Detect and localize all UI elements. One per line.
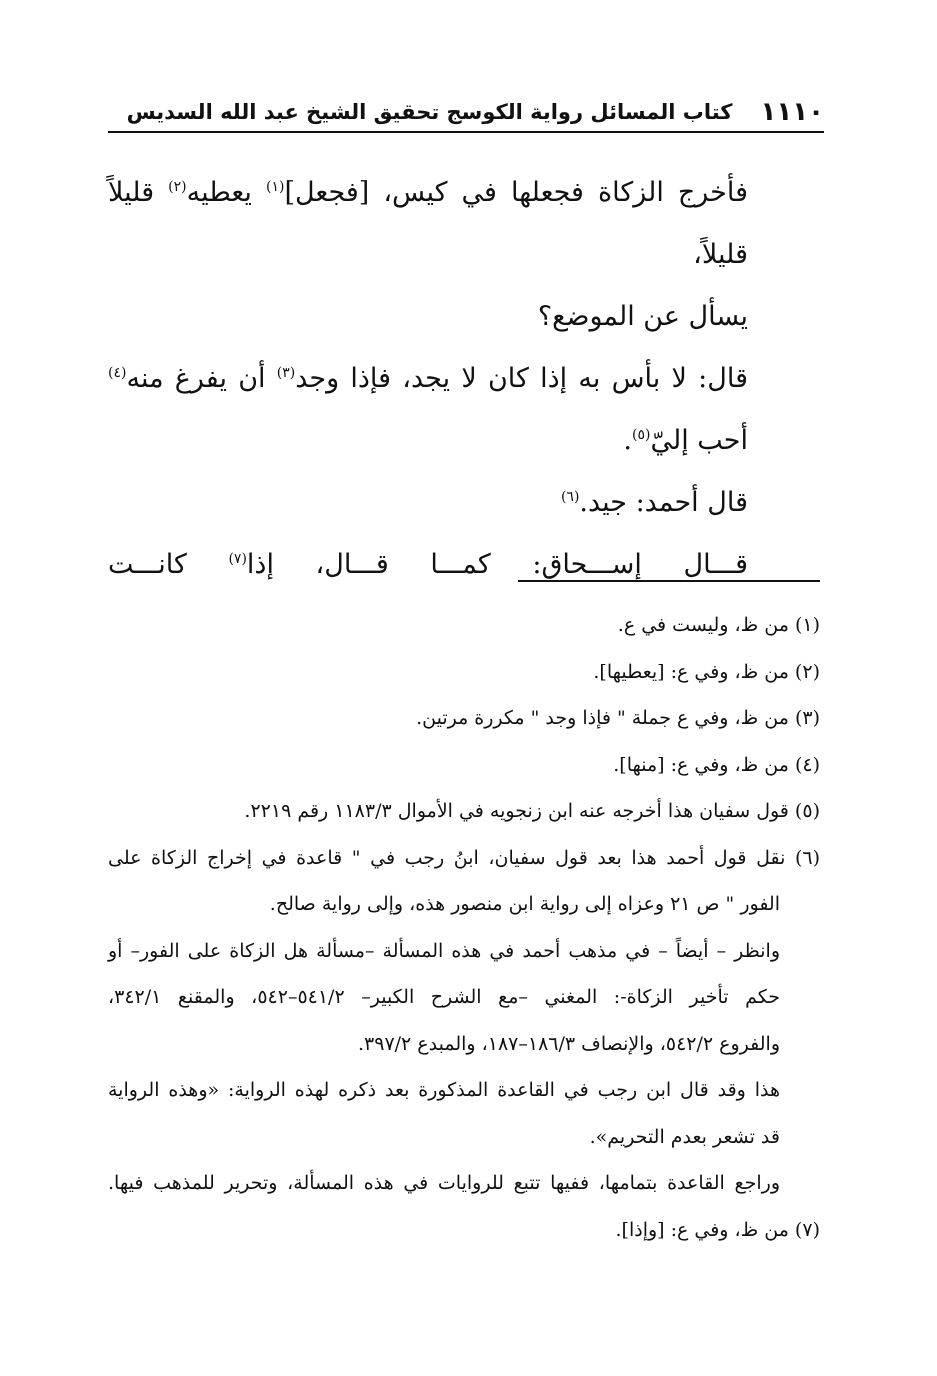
footnote-1: (١) من ظ، وليست في ع. (617, 614, 820, 636)
footnote-6-line-4: حكم تأخير الزكاة-: المغني –مع الشرح الكبير– ٥٤١/٢–٥٤٢، والمقنع ٣٤٢/١، (108, 986, 780, 1008)
header-rule (108, 131, 824, 133)
footnote-6-line-2: الفور " ص ٢١ وعزاه إلى رواية ابن منصور هذه، وإلى رواية صالح. (269, 893, 780, 915)
footnote-ref-1: (١) (265, 179, 285, 195)
footnote-separator (518, 580, 820, 582)
footnote-ref-2: (٢) (168, 179, 187, 195)
body-line-5: قال أحمد: جيد.$^{(٦)}$ (560, 487, 748, 518)
footnote-6-line-5: والفروع ٥٤٢/٢، والإنصاف ١٨٦/٣–١٨٧، والمبدع ٣٩٧/٢. (357, 1032, 780, 1055)
main-text (108, 162, 748, 596)
footnote-6 (108, 835, 820, 1207)
footnote-2: (٢) من ظ، وفي ع: [يعطيها]. (593, 660, 820, 683)
footnote-5: (٥) قول سفيان هذا أخرجه عنه ابن زنجويه في الأموال ١١٨٣/٣ رقم ٢٢١٩. (244, 800, 820, 822)
footnote-ref-7: (٧) (228, 551, 247, 567)
footnote-4: (٤) من ظ، وفي ع: [منها]. (613, 753, 820, 776)
footnote-6-line-8: وراجع القاعدة بتمامها، ففيها تتبع للروايات في هذه المسألة، وتحرير للمذهب فيها. (108, 1172, 780, 1194)
footnote-ref-4: (٤) (108, 365, 127, 381)
body-line-4: أحب إليّ$^{(٥)}$. (623, 425, 748, 456)
footnote-6-line-7: قد تشعر بعدم التحريم». (589, 1125, 780, 1148)
running-title: كتاب المسائل رواية الكوسج تحقيق الشيخ عبد الله السديس (126, 100, 733, 124)
page-number: ١١١٠ (760, 97, 824, 127)
footnote-ref-6: (٦) (560, 489, 580, 505)
footnote-ref-5: (٥) (632, 427, 651, 443)
body-line-1: فأخرج الزكاة فجعلها في كيس، [فجعل]$^{(١)}$ يعطيه$^{(٢)}$ قليلاً قليلاً، (108, 177, 749, 270)
footnote-6-line-6: هذا وقد قال ابن رجب في القاعدة المذكورة بعد ذكره لهذه الرواية: «وهذه الرواية (108, 1079, 780, 1101)
body-line-6: قـــال إســـحاق: كمـــا قـــال، إذا$^{(٧)}$ كانـــت (108, 549, 749, 580)
body-line-2: يسأل عن الموضع؟ (537, 301, 748, 332)
body-line-3: قال: لا بأس به إذا كان لا يجد، فإذا وجد$^{(٣)}$ أن يفرغ منه$^{(٤)}$ (108, 363, 748, 394)
footnotes (108, 602, 820, 1253)
footnote-3: (٣) من ظ، وفي ع جملة " فإذا وجد " مكررة مرتين. (416, 707, 820, 729)
footnote-ref-3: (٣) (276, 365, 296, 381)
running-header (108, 92, 824, 132)
footnote-7: (٧) من ظ، وفي ع: [وإذا]. (615, 1218, 820, 1241)
footnote-6-line-1: (٦) نقل قول أحمد هذا بعد قول سفيان، ابنُ رجب في " قاعدة في إخراج الزكاة على (108, 846, 820, 869)
footnote-6-line-3: وانظر – أيضاً – في مذهب أحمد في هذه المسألة –مسألة هل الزكاة على الفور– أو (108, 939, 780, 962)
